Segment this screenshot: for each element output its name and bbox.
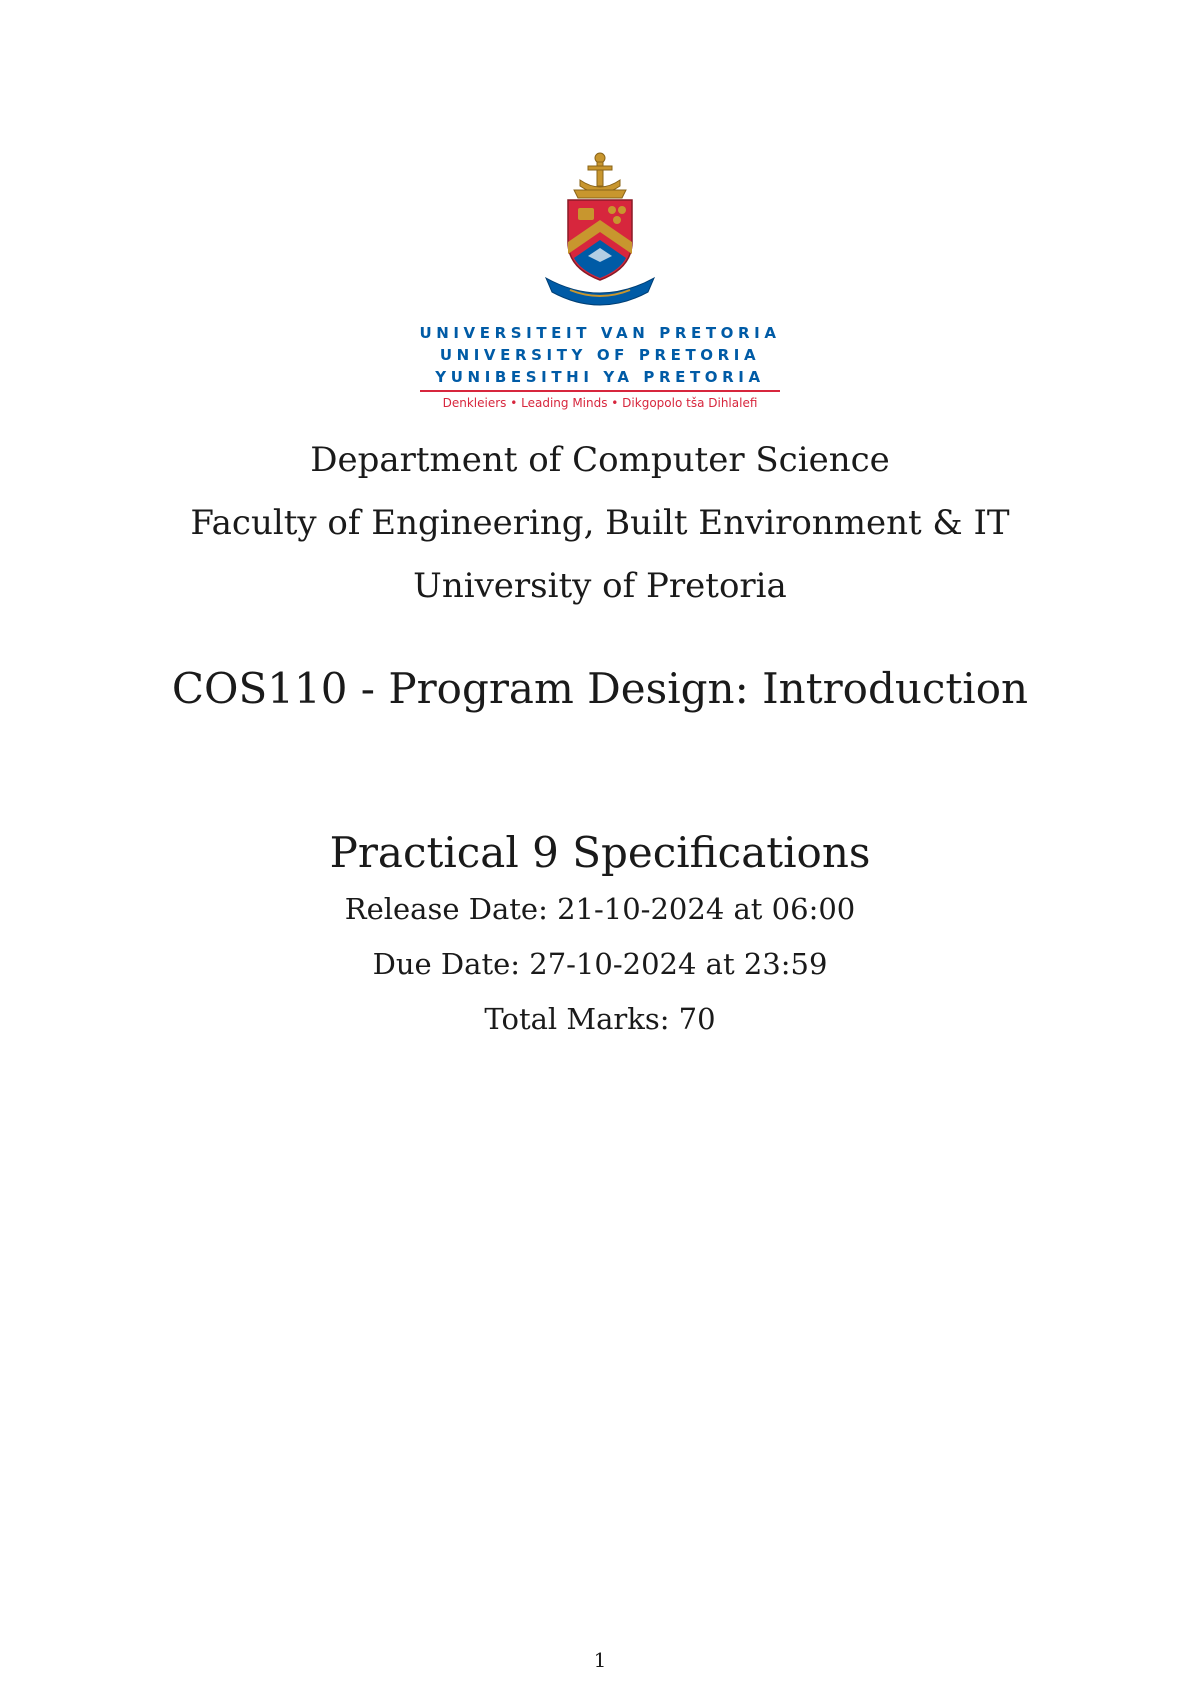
university-wordmark [380,322,820,410]
wordmark-english: UNIVERSITY OF PRETORIA [439,346,761,364]
release-date: Release Date: 21-10-2024 at 06:00 [344,892,856,926]
course-title: COS110 - Program Design: Introduction [171,664,1029,713]
page-number: 1 [593,1648,607,1672]
department-name: Department of Computer Science [310,440,890,480]
total-marks: Total Marks: 70 [484,1002,716,1036]
university-logo [0,150,1200,420]
university-crest-icon [540,150,660,310]
wordmark-divider [420,390,780,392]
faculty-name: Faculty of Engineering, Built Environment & IT [190,503,1010,543]
wordmark-sepedi: YUNIBESITHI YA PRETORIA [435,368,765,386]
practical-title: Practical 9 Specifications [329,828,871,877]
wordmark-afrikaans: UNIVERSITEIT VAN PRETORIA [419,324,781,342]
due-date: Due Date: 27-10-2024 at 23:59 [372,947,828,981]
university-motto: Denkleiers • Leading Minds • Dikgopolo tša Dihlalefi [442,395,758,410]
university-name: University of Pretoria [413,566,787,606]
